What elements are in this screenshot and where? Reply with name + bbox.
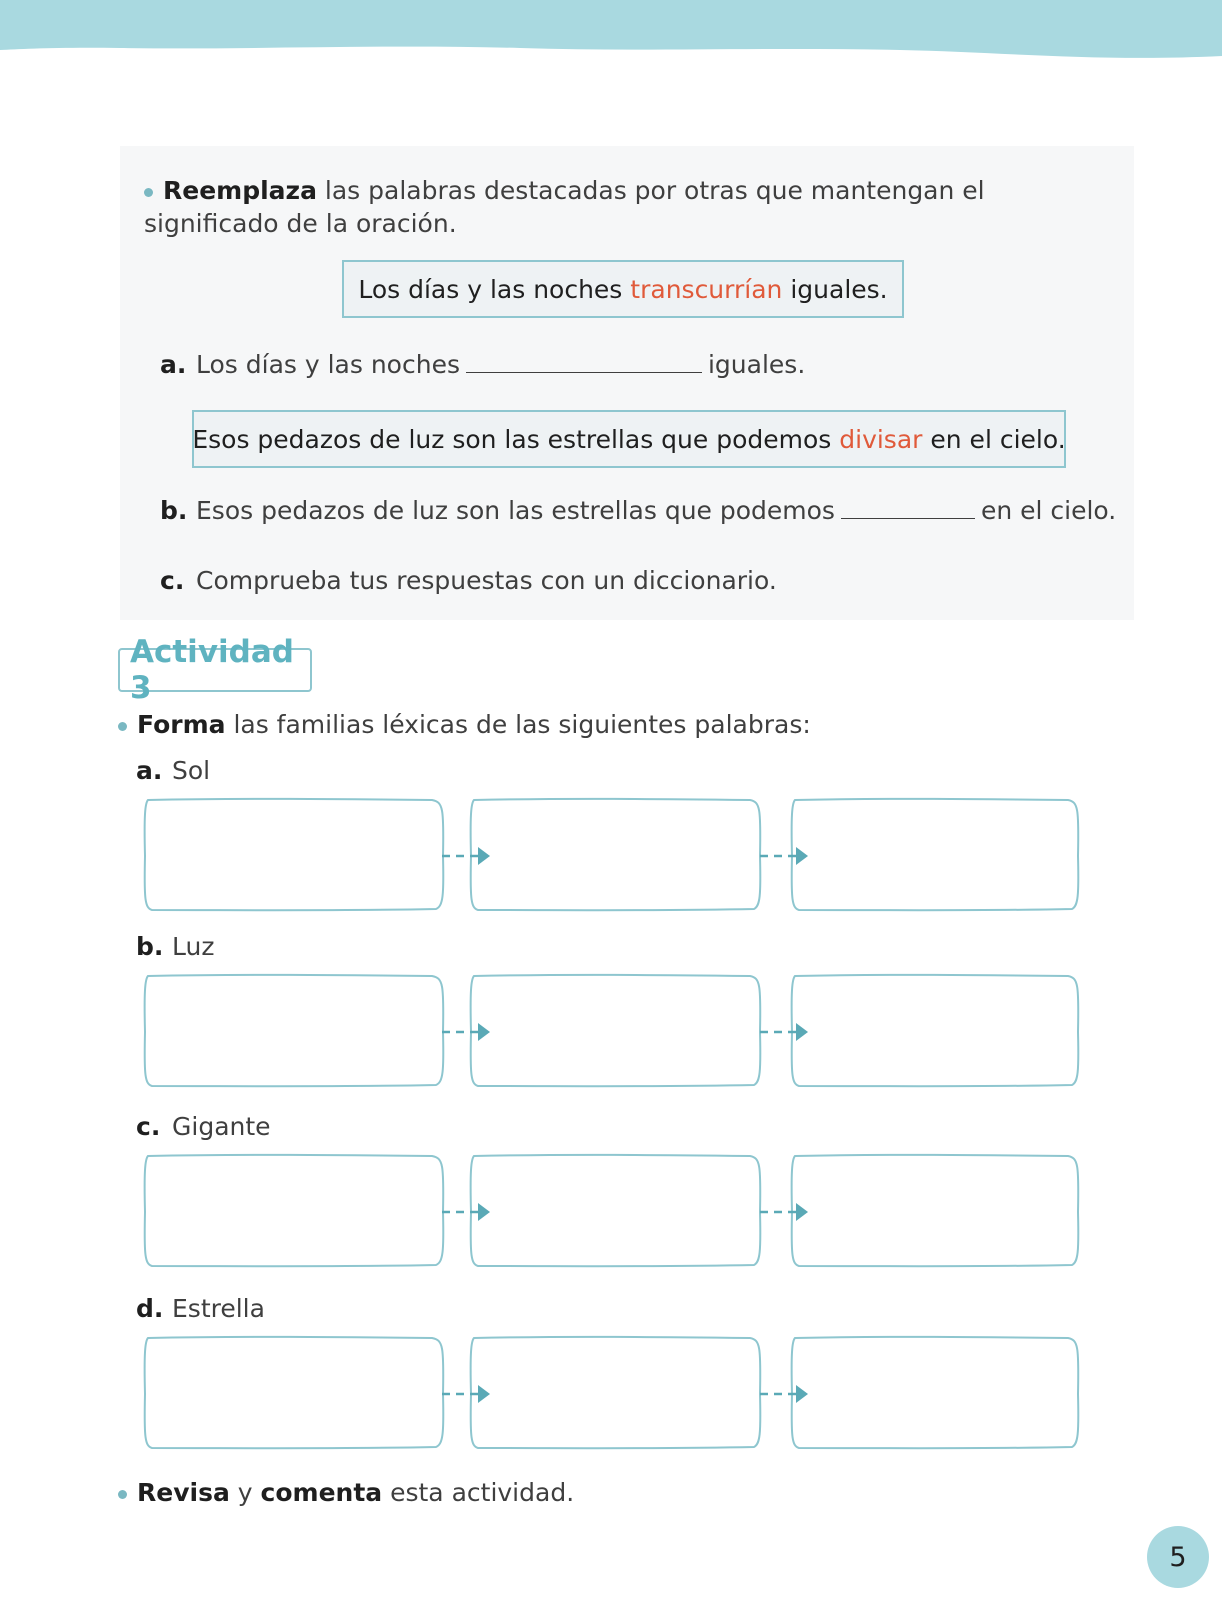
activity-verb: Forma: [137, 710, 226, 739]
activity-instruction: [118, 708, 1078, 741]
bullet-icon: [118, 722, 127, 731]
answer-blank-a[interactable]: [466, 352, 702, 373]
answer-box[interactable]: [792, 1337, 1079, 1448]
answer-box[interactable]: [792, 975, 1079, 1086]
sentence-box-1: [342, 260, 904, 318]
word-label-a: [136, 756, 210, 785]
page-number: 5: [1147, 1526, 1209, 1588]
highlighted-word-1: transcurrían: [630, 274, 783, 304]
dashed-arrow-icon: [442, 847, 490, 865]
word-label-b: [136, 932, 214, 961]
dashed-arrow-icon: [760, 1385, 808, 1403]
dashed-arrow-icon: [760, 847, 808, 865]
activity-instruction-text: las familias léxicas de las siguientes palabras:: [225, 710, 811, 739]
item-b-after: en el cielo.: [980, 496, 1117, 525]
answer-box[interactable]: [145, 799, 444, 910]
bullet-icon: [118, 1490, 127, 1499]
answer-blank-b[interactable]: [841, 498, 975, 519]
word-text: Sol: [172, 756, 211, 785]
answer-box[interactable]: [471, 975, 761, 1086]
family-row-luz: [140, 972, 1100, 1092]
answer-box[interactable]: [471, 1337, 761, 1448]
sentence-2-before: Esos pedazos de luz son las estrellas que podemos: [192, 424, 840, 454]
answer-box[interactable]: [471, 799, 761, 910]
intro-text: las palabras destacadas por otras que mantengan el significado de la oración.: [144, 176, 985, 238]
item-a: [160, 350, 805, 379]
top-wave-decoration: [0, 0, 1222, 70]
word-letter: b.: [136, 932, 164, 961]
sentence-1-after: iguales.: [782, 274, 888, 304]
word-label-d: [136, 1294, 265, 1323]
closing-instruction: [118, 1476, 1078, 1509]
word-letter: c.: [136, 1112, 161, 1141]
activity-title: Actividad 3: [118, 648, 312, 692]
dashed-arrow-icon: [442, 1385, 490, 1403]
item-c: [160, 566, 777, 595]
answer-box[interactable]: [145, 975, 444, 1086]
item-a-letter: a.: [160, 350, 187, 379]
dashed-arrow-icon: [442, 1203, 490, 1221]
dashed-arrow-icon: [760, 1023, 808, 1041]
item-b-letter: b.: [160, 496, 188, 525]
closing-text: esta actividad.: [382, 1478, 575, 1507]
item-c-text: Comprueba tus respuestas con un diccionario.: [196, 566, 777, 595]
sentence-2-after: en el cielo.: [922, 424, 1066, 454]
item-c-letter: c.: [160, 566, 185, 595]
family-row-estrella: [140, 1334, 1100, 1454]
intro-instruction: [144, 174, 1104, 240]
answer-box[interactable]: [145, 1337, 444, 1448]
closing-verb-1: Revisa: [137, 1478, 230, 1507]
word-letter: a.: [136, 756, 163, 785]
sentence-box-2: [192, 410, 1066, 468]
word-text: Estrella: [172, 1294, 265, 1323]
sentence-1-before: Los días y las noches: [358, 274, 631, 304]
word-text: Luz: [172, 932, 215, 961]
dashed-arrow-icon: [442, 1023, 490, 1041]
word-label-c: [136, 1112, 271, 1141]
answer-box[interactable]: [792, 799, 1079, 910]
answer-box[interactable]: [792, 1155, 1079, 1266]
family-row-gigante: [140, 1152, 1100, 1272]
closing-middle: y: [229, 1478, 261, 1507]
answer-box[interactable]: [471, 1155, 761, 1266]
intro-verb: Reemplaza: [163, 176, 317, 205]
family-row-sol: [140, 796, 1100, 916]
item-a-before: Los días y las noches: [196, 350, 460, 379]
word-text: Gigante: [172, 1112, 271, 1141]
item-b-before: Esos pedazos de luz son las estrellas que podemos: [196, 496, 835, 525]
item-b: [160, 496, 1116, 525]
answer-box[interactable]: [145, 1155, 444, 1266]
word-letter: d.: [136, 1294, 164, 1323]
item-a-after: iguales.: [707, 350, 806, 379]
dashed-arrow-icon: [760, 1203, 808, 1221]
highlighted-word-2: divisar: [839, 424, 923, 454]
bullet-icon: [144, 188, 153, 197]
closing-verb-2: comenta: [260, 1478, 383, 1507]
